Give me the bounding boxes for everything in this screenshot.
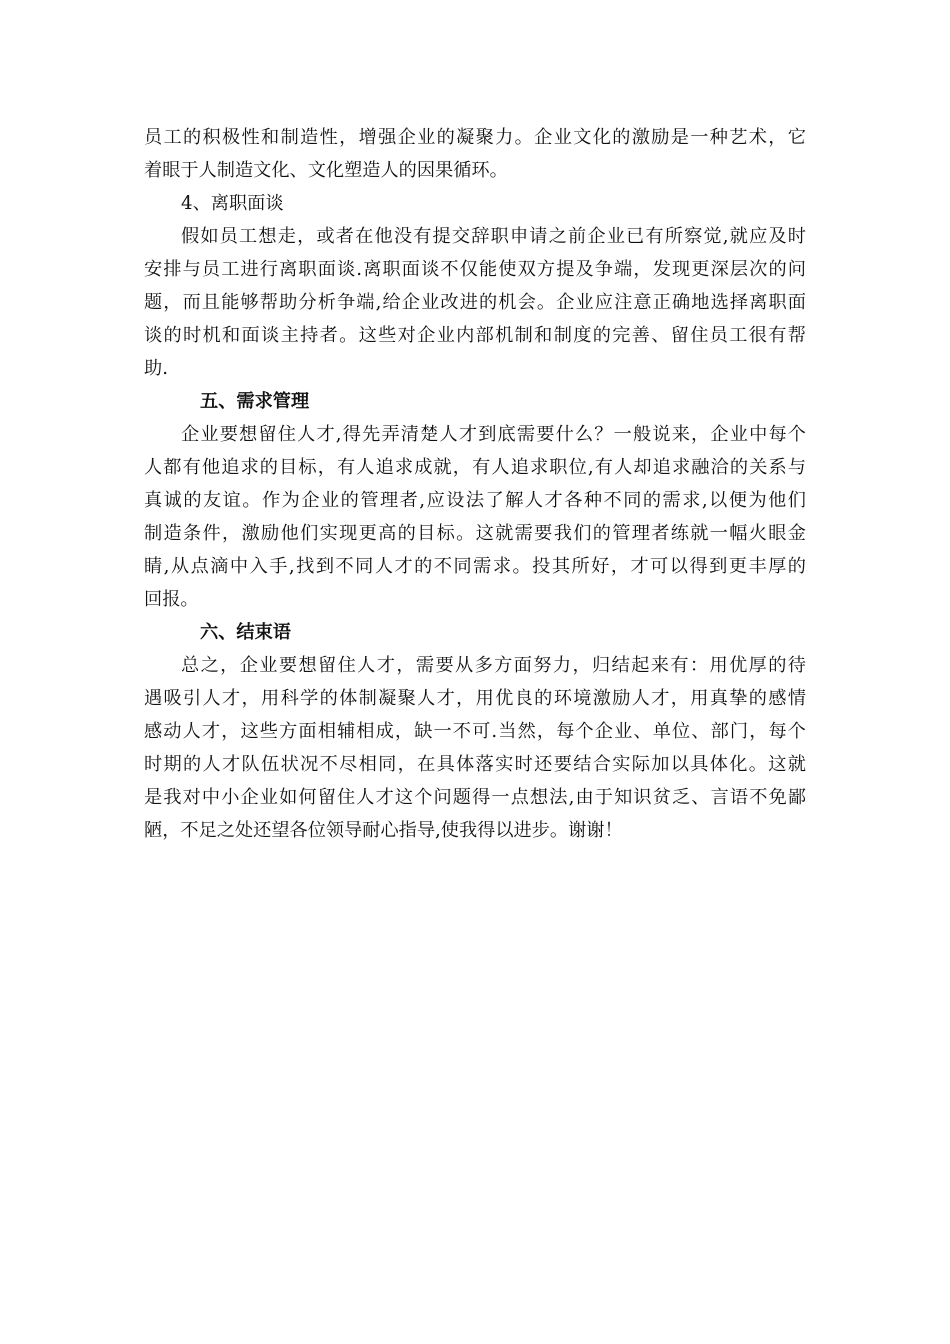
- paragraph-line: 是我对中小企业如何留住人才这个问题得一点想法,由于知识贫乏、言语不免鄙: [144, 787, 806, 808]
- document-page: [144, 121, 806, 847]
- paragraph-line: 遇吸引人才，用科学的体制凝聚人才，用优良的环境激励人才，用真挚的感情: [144, 688, 806, 709]
- section-6-heading: 六、结束语: [200, 622, 291, 643]
- paragraph-line: 安排与员工进行离职面谈.离职面谈不仅能使双方提及争端，发现更深层次的问: [144, 259, 806, 280]
- paragraph-line: 时期的人才队伍状况不尽相同，在具体落实时还要结合实际加以具体化。这就: [144, 754, 806, 775]
- paragraph-line: 假如员工想走，或者在他没有提交辞职申请之前企业已有所察觉,就应及时: [181, 226, 806, 247]
- paragraph-line: 着眼于人制造文化、文化塑造人的因果循环。: [144, 160, 508, 181]
- paragraph-culture-incentive: [144, 121, 806, 187]
- paragraph-line: 真诚的友谊。作为企业的管理者,应设法了解人才各种不同的需求,以便为他们: [144, 490, 806, 511]
- paragraph-line: 题，而且能够帮助分析争端,给企业改进的机会。企业应注意正确地选择离职面: [144, 292, 806, 313]
- paragraph-line: 睛,从点滴中入手,找到不同人才的不同需求。投其所好，才可以得到更丰厚的: [144, 556, 806, 577]
- section-5-heading: 五、需求管理: [200, 391, 310, 412]
- section-4-title: 4、离职面谈: [181, 193, 284, 214]
- paragraph-line: 员工的积极性和制造性，增强企业的凝聚力。企业文化的激励是一种艺术，它: [144, 127, 806, 148]
- paragraph-line: 陋，不足之处还望各位领导耐心指导,使我得以进步。谢谢！: [144, 820, 623, 841]
- section-4-paragraph: [144, 220, 806, 385]
- section-5-paragraph: [144, 418, 806, 616]
- paragraph-line: 谈的时机和面谈主持者。这些对企业内部机制和制度的完善、留住员工很有帮: [144, 325, 806, 346]
- paragraph-line: 助.: [144, 358, 168, 379]
- paragraph-line: 回报。: [144, 589, 199, 610]
- section-6-paragraph: [144, 649, 806, 847]
- paragraph-line: 总之，企业要想留住人才，需要从多方面努力，归结起来有：用优厚的待: [181, 655, 806, 676]
- paragraph-line: 感动人才，这些方面相辅相成，缺一不可.当然，每个企业、单位、部门，每个: [144, 721, 806, 742]
- paragraph-line: 制造条件，激励他们实现更高的目标。这就需要我们的管理者练就一幅火眼金: [144, 523, 806, 544]
- paragraph-line: 企业要想留住人才,得先弄清楚人才到底需要什么？一般说来，企业中每个: [181, 424, 806, 445]
- paragraph-line: 人都有他追求的目标，有人追求成就，有人追求职位,有人却追求融洽的关系与: [144, 457, 806, 478]
